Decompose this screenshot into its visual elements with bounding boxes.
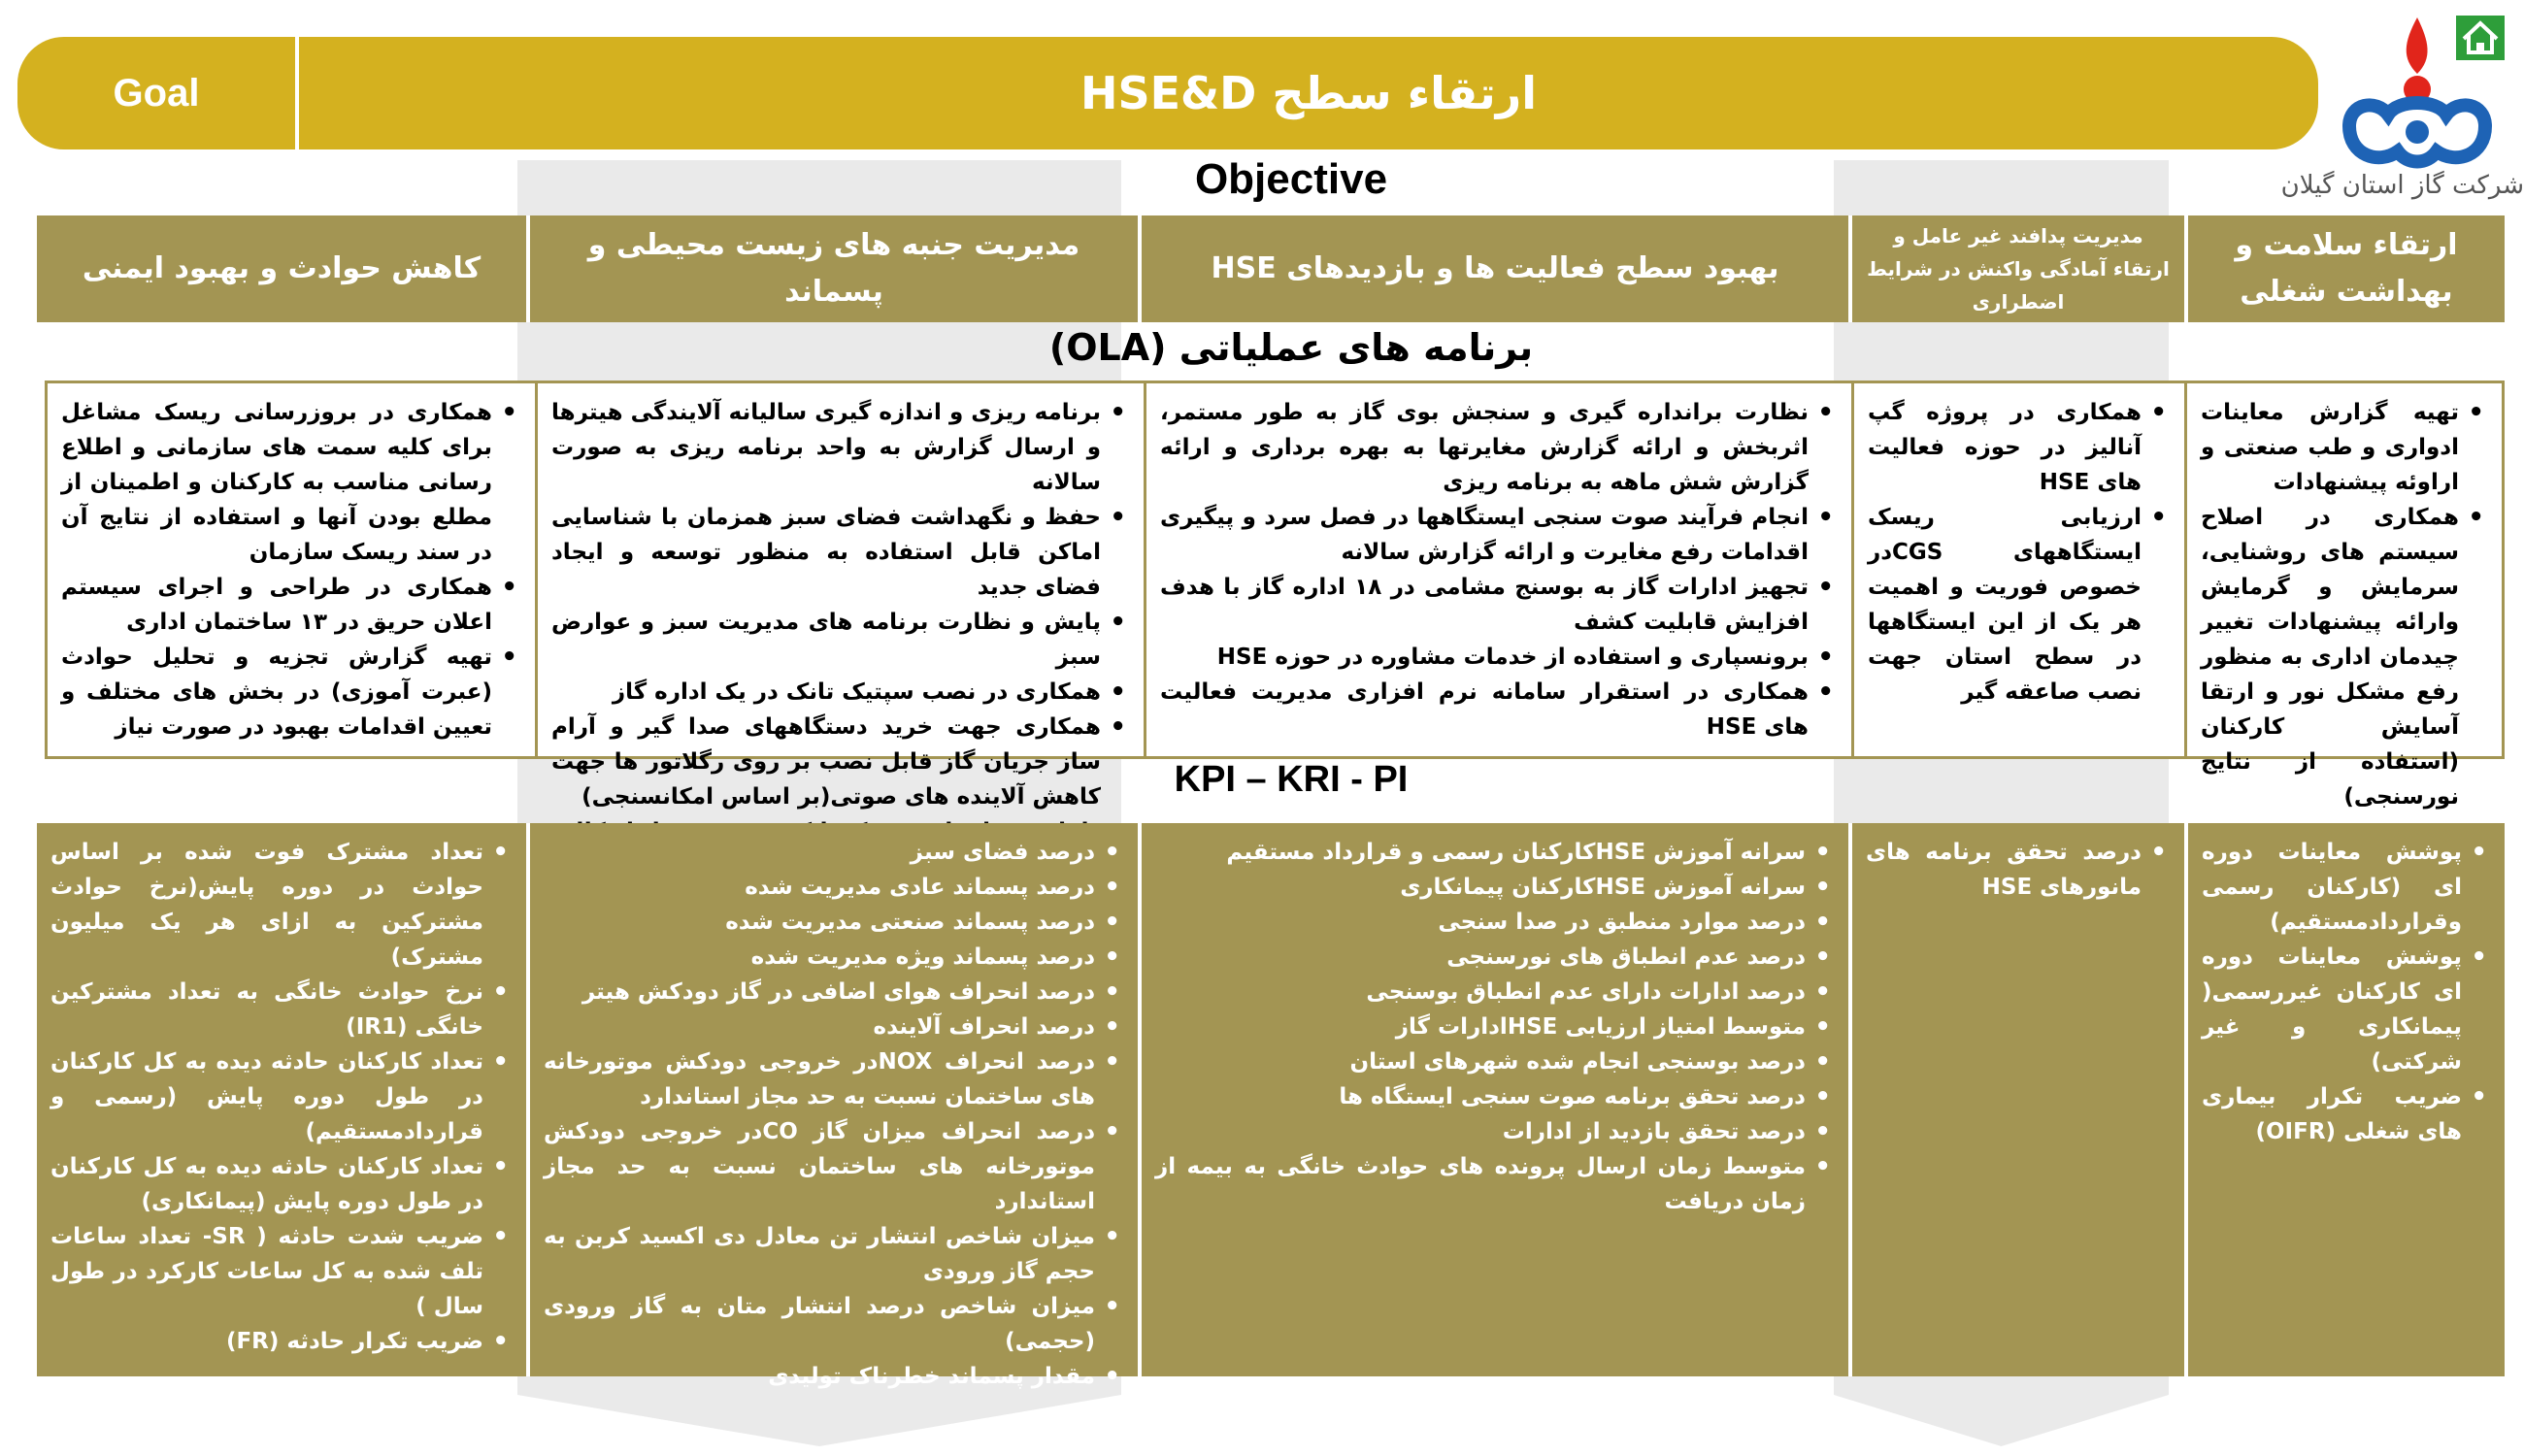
- goal-label: Goal: [113, 71, 200, 115]
- kpi-column: [2184, 823, 2505, 1376]
- list-item: • درصد انحراف میزان گاز COدر خروجی دودکش موتورخانه های ساختمان نسبت به حد مجاز استاندارد: [544, 1114, 1124, 1219]
- list-item: • تعداد کارکنان حادثه دیده به کل کارکنان در طول دوره پایش (پیمانکاری): [50, 1149, 513, 1219]
- list-item: • درصد تحقق برنامه صوت سنجی ایستگاه ها: [1155, 1079, 1835, 1114]
- list-item: • درصد انحراف NOXدر خروجی دودکش موتورخانه های ساختمان نسبت به حد مجاز استاندارد: [544, 1044, 1124, 1114]
- list-item: • تهیه گزارش معاینات ادواری و طب صنعتی و اراوئه پیشنهادات: [2201, 395, 2488, 500]
- list-item: • ضریب تکرار حادثه (FR): [50, 1324, 513, 1359]
- list-item: • متوسط زمان ارسال پرونده های حوادث خانگی به بیمه از زمان دریافت: [1155, 1149, 1835, 1219]
- objective-environment: مدیریت جنبه های زیست محیطی و پسماند: [526, 215, 1138, 322]
- list-item: • درصد پسماند صنعتی مدیریت شده: [544, 905, 1124, 940]
- list-item: • سرانه آموزش HSEکارکنان پیمانکاری: [1155, 870, 1835, 905]
- ola-column: [1144, 381, 1854, 759]
- list-item: • درصد ادارات دارای عدم انطباق بوسنجی: [1155, 975, 1835, 1009]
- list-item: • همکاری جهت خرید دستگاههای صدا گیر و آرام ساز جریان گاز قابل نصب بر روی رگلاتور ها جهت کاهش آلاینده های صوتی(بر اساس امکانسنجی): [551, 710, 1130, 814]
- list-item: • برونسپاری و استفاده از خدمات مشاوره در حوزه HSE: [1160, 640, 1838, 675]
- list-item: • متوسط امتیاز ارزیابی HSEادارات گاز: [1155, 1009, 1835, 1044]
- list-item: • انجام فرآیند صوت سنجی ایستگاهها در فصل سرد و پیگیری اقدامات رفع مغایرت و ارائه گزارش سالانه: [1160, 500, 1838, 570]
- list-item: • میزان شاخص درصد انتشار متان به گاز ورودی (حجمی): [544, 1289, 1124, 1359]
- list-item: • تجهیز ادارات گاز به بوسنج مشامی در ۱۸ اداره گاز با هدف افزایش قابلیت کشف: [1160, 570, 1838, 640]
- list-item: • پوشش معاینات دوره ای کارکنان غیررسمی( پیمانکاری و غیر شرکتی): [2202, 940, 2491, 1079]
- list-item: • درصد تحقق بازدید از ادارات: [1155, 1114, 1835, 1149]
- list-item: • درصد عدم انطباق های نورسنجی: [1155, 940, 1835, 975]
- ola-column: [2184, 381, 2505, 810]
- list-item: • ضریب شدت حادثه ( SR- تعداد ساعات تلف شده به کل ساعات کارکرد در طول سال ): [50, 1219, 513, 1324]
- list-item: • نرخ حوادث خانگی به تعداد مشترکین خانگی (IR1): [50, 975, 513, 1044]
- list-item: • درصد تحقق برنامه های مانورهای HSE: [1866, 835, 2171, 905]
- kpi-row: [17, 823, 2505, 1389]
- list-item: • حفظ و نگهداشت فضای سبز همزمان با شناسایی اماکن قابل استفاده به منظور توسعه و ایجاد فضای جدید: [551, 500, 1130, 605]
- list-item: • درصد فضای سبز: [544, 835, 1124, 870]
- objective-row: [17, 215, 2505, 322]
- list-item: • تهیه گزارش تجزیه و تحلیل حوادث (عبرت آموزی) در بخش های مختلف و تعیین اقدامات بهبود در صورت نیاز: [61, 640, 521, 745]
- list-item: • درصد انحراف آلاینده: [544, 1009, 1124, 1044]
- list-item: • پایش و نظارت برنامه های مدیریت سبز و عوارض سبز: [551, 605, 1130, 675]
- list-item: • درصد بوسنجی انجام شده شهرهای استان: [1155, 1044, 1835, 1079]
- list-item: • همکاری در طراحی و اجرای سیستم اعلان حریق در ۱۳ ساختمان اداری: [61, 570, 521, 640]
- list-item: • ضریب تکرار بیماری های شغلی (OIFR): [2202, 1079, 2491, 1149]
- ola-title: برنامه های عملیاتی (OLA): [1048, 326, 1534, 369]
- objective-safety: کاهش حوادث و بهبود ایمنی: [33, 215, 526, 322]
- objective-passive-defense: مدیریت پدافند غیر عامل و ارتقاء آمادگی واکنش در شرایط اضطراری: [1848, 215, 2184, 322]
- goal-title: ارتقاء سطح HSE&D: [1079, 67, 1537, 119]
- list-item: • تعداد کارکنان حادثه دیده به کل کارکنان در طول دوره پایش (رسمی و قراردادمستقیم): [50, 1044, 513, 1149]
- list-item: • همکاری در پروژه گپ آنالیز در حوزه فعالیت های HSE: [1868, 395, 2171, 500]
- home-icon[interactable]: [2454, 14, 2507, 62]
- list-item: • همکاری در بروزرسانی ریسک مشاغل برای کلیه سمت های سازمانی و اطلاع رسانی مناسب به کارکنان و اطمینان از مطلع بودن آنها و استفاده از نتایج آن در سند ریسک سازمان: [61, 395, 521, 570]
- list-item: • همکاری در استقرار سامانه نرم افزاری مدیریت فعالیت های HSE: [1160, 675, 1838, 745]
- list-item: • همکاری در نصب سپتیک تانک در یک اداره گاز: [551, 675, 1130, 710]
- list-item: • درصد موارد منطبق در صدا سنجی: [1155, 905, 1835, 940]
- list-item: • درصد انحراف هوای اضافی در گاز دودکش هیتر: [544, 975, 1124, 1009]
- kpi-column: [1848, 823, 2184, 1376]
- list-item: • درصد پسماند عادی مدیریت شده: [544, 870, 1124, 905]
- ola-column: [45, 381, 538, 759]
- kpi-column: [1138, 823, 1848, 1376]
- list-item: • نظارت برانداره گیری و سنجش بوی گاز به طور مستمر، اثربخش و ارائه گزارش مغایرتها به بهره برداری و ارائه گزارش شش ماهه به برنامه ریزی: [1160, 395, 1838, 500]
- ola-column: [1851, 381, 2187, 759]
- kpi-column: [33, 823, 526, 1376]
- company-name: شرکت گاز استان گیلان: [2280, 171, 2524, 200]
- list-item: • سرانه آموزش HSEکارکنان رسمی و قرارداد مستقیم: [1155, 835, 1835, 870]
- list-item: • برنامه ریزی و اندازه گیری سالیانه آلایندگی هیترها و ارسال گزارش به واحد برنامه ریزی به صورت سالانه: [551, 395, 1130, 500]
- kpi-title: KPI – KRI - PI: [1174, 759, 1409, 800]
- ola-column: [535, 381, 1146, 810]
- objective-title: Objective: [1194, 155, 1388, 203]
- list-item: • مقدار پسماند خطرناک تولیدی: [544, 1359, 1124, 1394]
- kpi-column: [526, 823, 1138, 1389]
- list-item: • پوشش معاینات دوره ای (کارکنان رسمی وقراردادمستقیم): [2202, 835, 2491, 940]
- list-item: • درصد پسماند ویژه مدیریت شده: [544, 940, 1124, 975]
- list-item: • تعداد مشترک فوت شده بر اساس حوادث در دوره پایش(نرخ حوادث مشترکین به ازای هر یک میلیون مشترک): [50, 835, 513, 975]
- list-item: • ارزیابی ریسک ایستگاههای CGSدر خصوص فوریت و اهمیت هر یک از این ایستگاهها در سطح استان جهت نصب صاعقه گیر: [1868, 500, 2171, 710]
- goal-bar: [17, 37, 2318, 149]
- objective-hse-activities: بهبود سطح فعالیت ها و بازدیدهای HSE: [1138, 215, 1848, 322]
- objective-occupational-health: ارتقاء سلامت و بهداشت شغلی: [2184, 215, 2505, 322]
- list-item: • همکاری در اصلاح سیستم های روشنایی، سرمایش و گرمایش وارائه پیشنهادات تغییر چیدمان اداری به منظور رفع مشکل نور و ارتقا آسایش کارکنان (استفاده از نتایج نورسنجی): [2201, 500, 2488, 814]
- list-item: • میزان شاخص انتشار تن معادل دی اکسید کربن به حجم گاز ورودی: [544, 1219, 1124, 1289]
